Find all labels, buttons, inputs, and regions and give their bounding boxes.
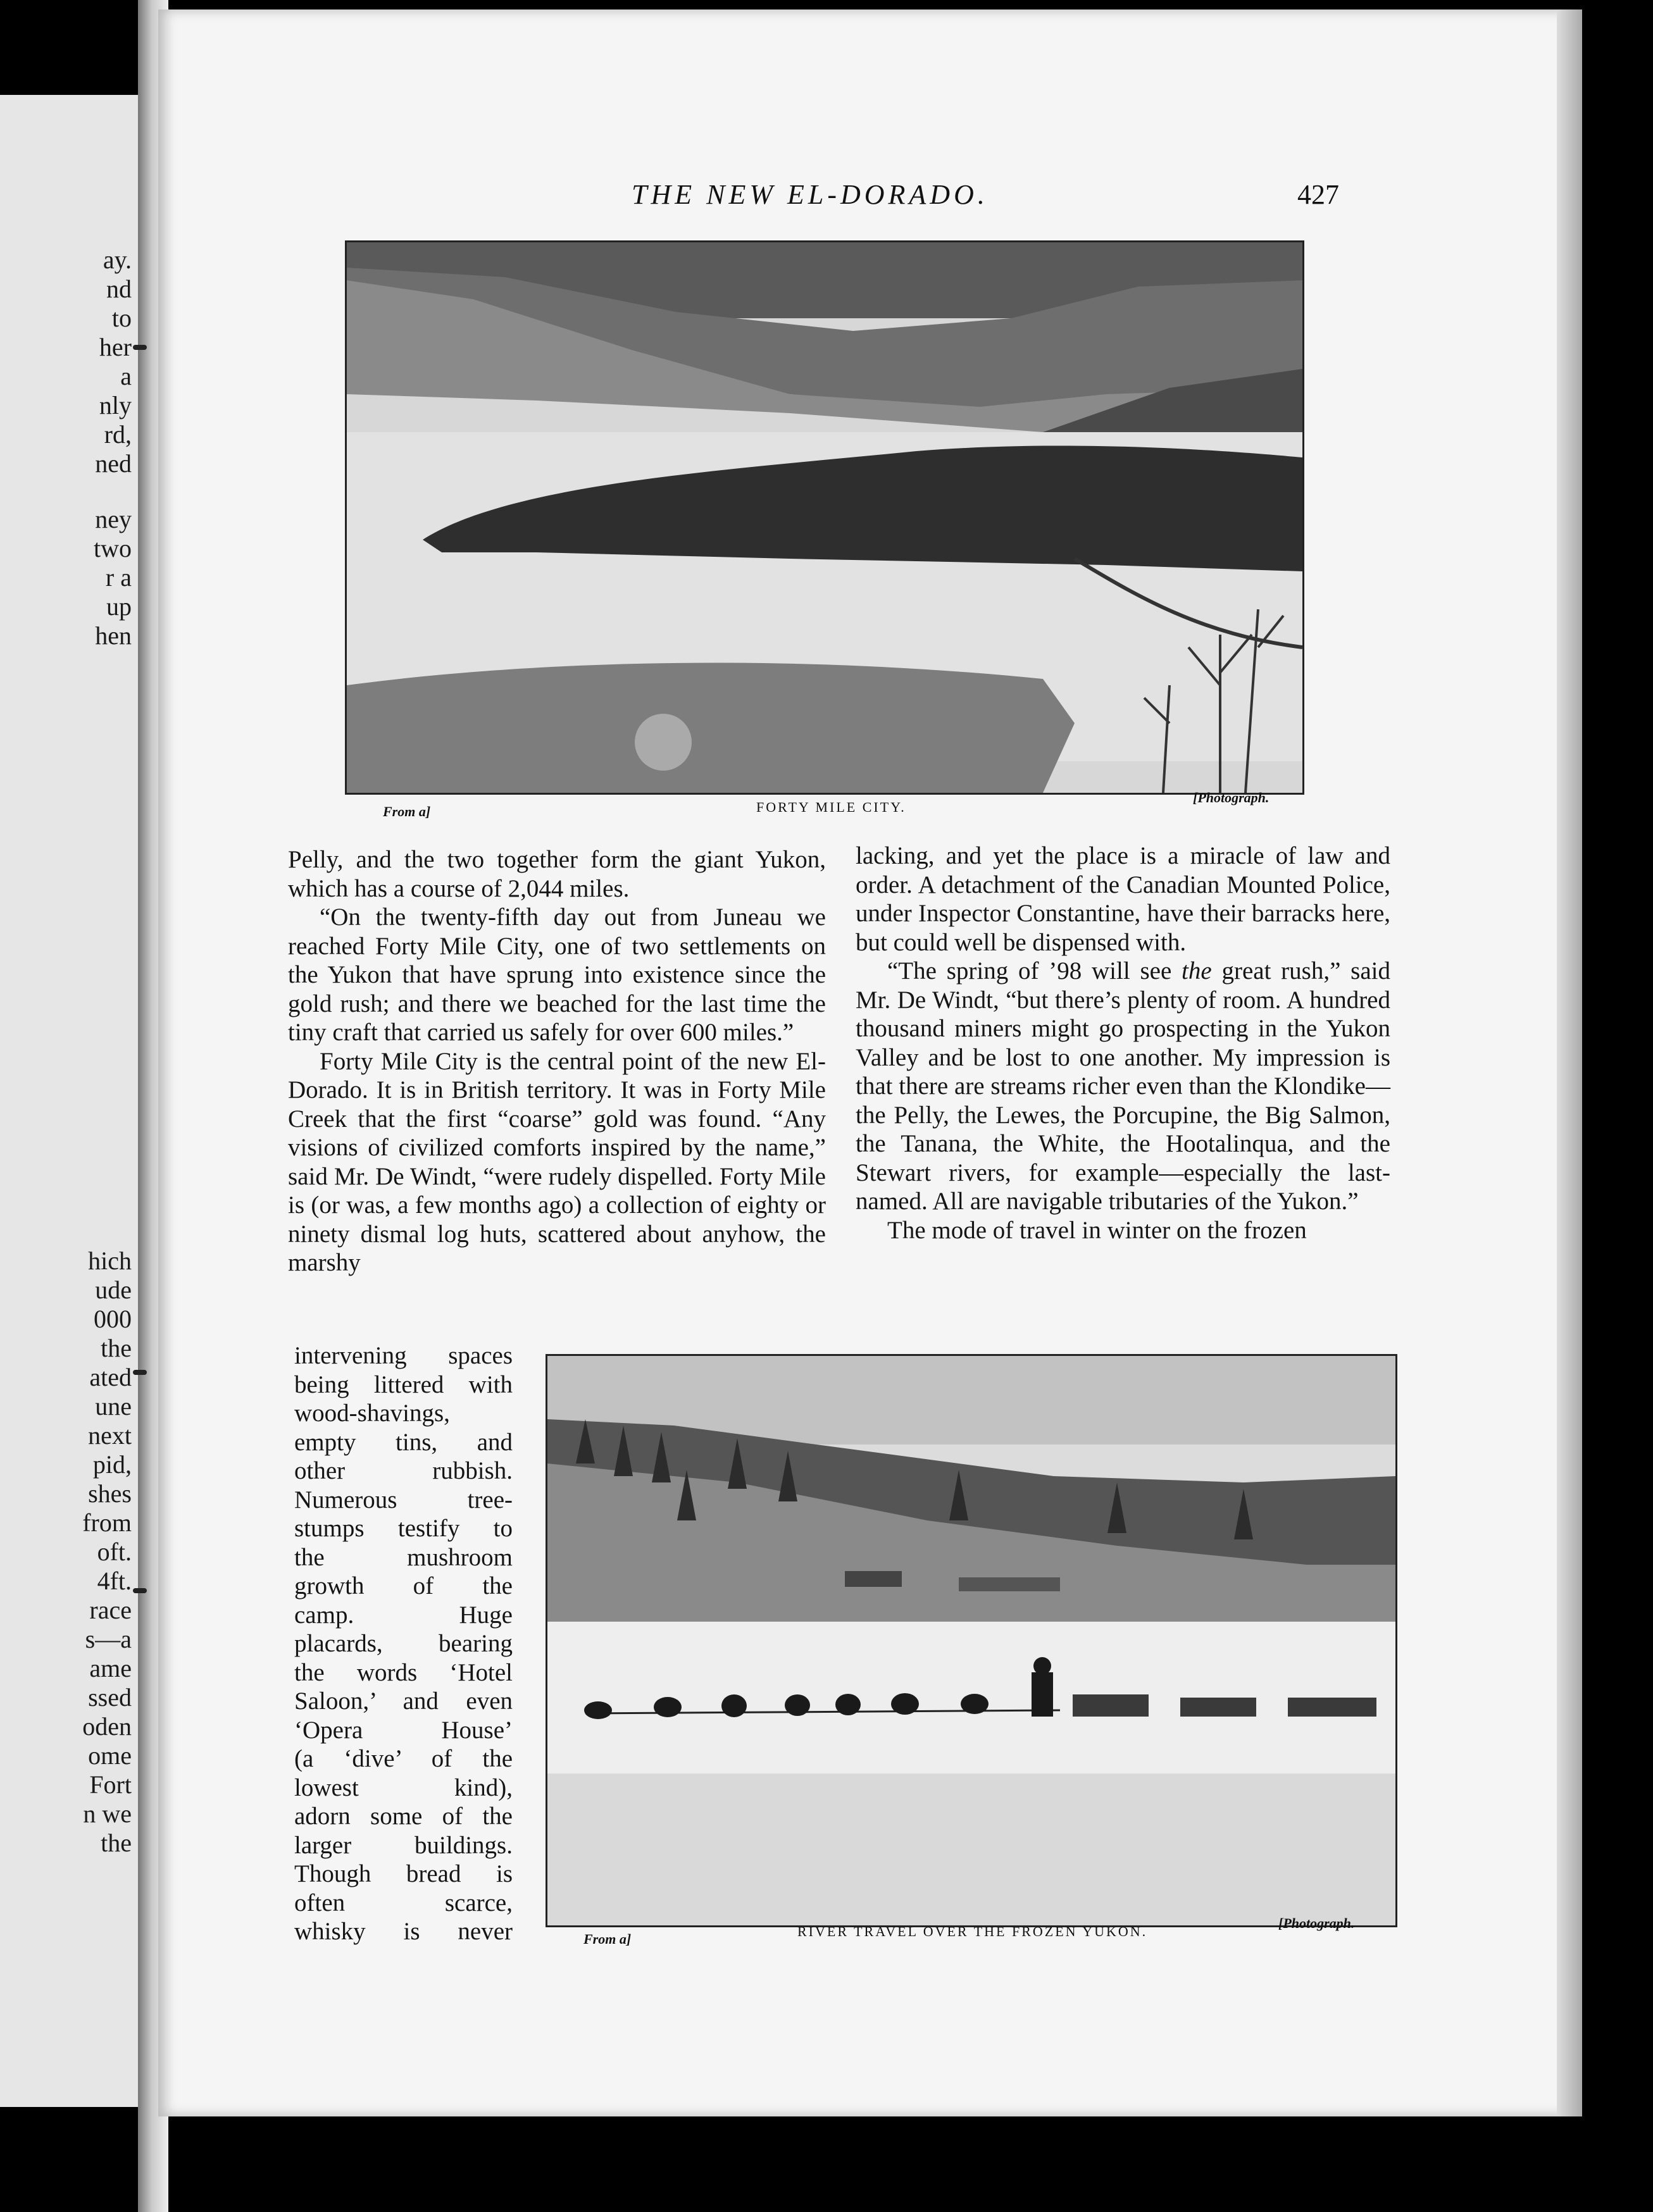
text-fragment: 4ft. [97, 1567, 132, 1595]
text-line: camp. Huge [294, 1601, 513, 1629]
left-page-fragments-low [82, 1246, 132, 1858]
text-fragment: ney [95, 505, 132, 533]
text-fragment: nd [106, 275, 132, 303]
paragraph: Pelly, and the two together form the giant Yukon, which has a course of 2,044 miles. [288, 846, 826, 902]
text-fragment: r a [105, 563, 132, 592]
text-line: stumps testify to [294, 1515, 513, 1542]
text-fragment: ned [95, 449, 132, 478]
text-fragment: ay. [103, 245, 132, 274]
text-fragment: Fort [89, 1770, 132, 1799]
column-left-wrap [294, 1341, 513, 1946]
left-facing-page [0, 95, 138, 2107]
text-fragment: 000 [94, 1305, 132, 1333]
text-fragment: next [88, 1421, 132, 1450]
text-fragment: to [111, 304, 132, 332]
text-line: larger buildings. [294, 1831, 513, 1859]
text-line: the mushroom [294, 1543, 513, 1571]
photo-river-travel [546, 1354, 1397, 1927]
text-fragment: race [89, 1596, 132, 1624]
text-fragment: two [94, 534, 132, 562]
paragraph: The mode of travel in winter on the frozen [887, 1216, 1307, 1244]
text-fragment: hich [88, 1246, 132, 1275]
text-fragment: ssed [88, 1683, 132, 1712]
column-right [856, 842, 1390, 1245]
text-fragment: n we [83, 1799, 132, 1828]
binding-stitch [133, 1588, 147, 1593]
text-line: other rubbish. [294, 1457, 513, 1484]
text-line: Saloon,’ and even [294, 1687, 513, 1715]
photo-credit-left: From a] [583, 1931, 632, 1947]
left-page-fragments-mid [94, 505, 132, 650]
text-line: often scarce, [294, 1889, 513, 1917]
text-fragment: pid, [92, 1450, 132, 1479]
text-fragment: oft. [97, 1538, 132, 1566]
text-fragment: ude [95, 1276, 132, 1304]
text-line: the words ‘Hotel [294, 1658, 513, 1686]
binding-stitch [133, 1370, 147, 1375]
paragraph: “On the twenty-fifth day out from Juneau we reached Forty Mile City, one of two settlements on the Yukon that have sprung into existence since the gold rush; and there we beached for the last time the tiny craft that carried us safely for over 600 miles.” [288, 904, 826, 1046]
running-head-title: THE NEW EL-DORADO. [632, 179, 989, 210]
column-left [288, 845, 826, 1277]
emphasis: the [1182, 957, 1212, 985]
text-line: placards, bearing [294, 1630, 513, 1657]
text-line: whisky is never [294, 1918, 513, 1945]
text-line: lowest kind), [294, 1774, 513, 1801]
text-fragment: from [82, 1508, 132, 1537]
photo-caption: FORTY MILE CITY. [756, 799, 906, 815]
text-fragment: ated [89, 1363, 132, 1391]
text-line: wood-shavings, [294, 1400, 450, 1427]
photo-forty-mile-city [345, 240, 1304, 795]
text-fragment: up [106, 592, 132, 621]
text-line: empty tins, and [294, 1428, 513, 1456]
text-fragment: a [120, 362, 132, 390]
text-fragment: the [101, 1334, 132, 1362]
text-line: Numerous tree- [294, 1486, 513, 1513]
page-edge [1557, 9, 1582, 2116]
text-fragment: shes [88, 1479, 132, 1508]
photo-credit-right: [Photograph. [1193, 790, 1269, 805]
paragraph: lacking, and yet the place is a miracle of law and order. A detachment of the Canadian Mounted Police, under Inspector Constantine, have their barracks here, but could well be dispensed with. [856, 842, 1390, 956]
text-fragment: the [101, 1829, 132, 1857]
binding-stitch [133, 345, 147, 350]
text-run: great rush,” said Mr. De Windt, “but there’s plenty of room. A hundred thousand miners might go prospecting in the Yukon Valley and be lost to one another. My impression is that there are streams richer even than the Klondike—the Pelly, the Lewes, the Porcupine, the Big Salmon, the Tanana, the White, the Hootalinqua, and the Stewart rivers, for example—especially the last-named. All are navigable tributaries of the Yukon.” [856, 957, 1390, 1215]
paragraph [856, 957, 1390, 1216]
text-fragment: hen [95, 621, 132, 650]
text-fragment: nly [99, 391, 132, 419]
text-line: growth of the [294, 1572, 513, 1600]
text-line: ‘Opera House’ [294, 1716, 513, 1744]
text-fragment: ome [88, 1741, 132, 1770]
text-line: being littered with [294, 1370, 513, 1398]
text-fragment: s—a [85, 1625, 132, 1653]
text-run: “The spring of ’98 will see [887, 957, 1182, 985]
text-line: (a ‘dive’ of the [294, 1745, 513, 1772]
photo-credit-left: From a] [383, 804, 431, 819]
text-line: intervening spaces [294, 1342, 513, 1369]
text-line: adorn some of the [294, 1803, 513, 1830]
text-fragment: rd, [104, 420, 132, 449]
photo-caption: RIVER TRAVEL OVER THE FROZEN YUKON. [797, 1923, 1148, 1939]
left-page-fragments-top [95, 245, 132, 478]
text-line: Though bread is [294, 1860, 513, 1887]
text-fragment: oden [82, 1712, 132, 1741]
text-fragment: her [99, 333, 132, 361]
text-fragment: une [95, 1392, 132, 1420]
page-number: 427 [1297, 179, 1339, 210]
text-fragment: ame [89, 1654, 132, 1682]
paragraph: Forty Mile City is the central point of the new El-Dorado. It is in British territory. It was in Forty Mile Creek that the first “coarse” gold was found. “Any visions of civilized comforts inspired by the name,” said Mr. De Windt, “were rudely dispelled. Forty Mile is (or was, a few months ago) a collection of eighty or ninety dismal log huts, scattered about anyhow, the marshy [288, 1047, 826, 1276]
photo-credit-right: [Photograph. [1278, 1915, 1355, 1931]
